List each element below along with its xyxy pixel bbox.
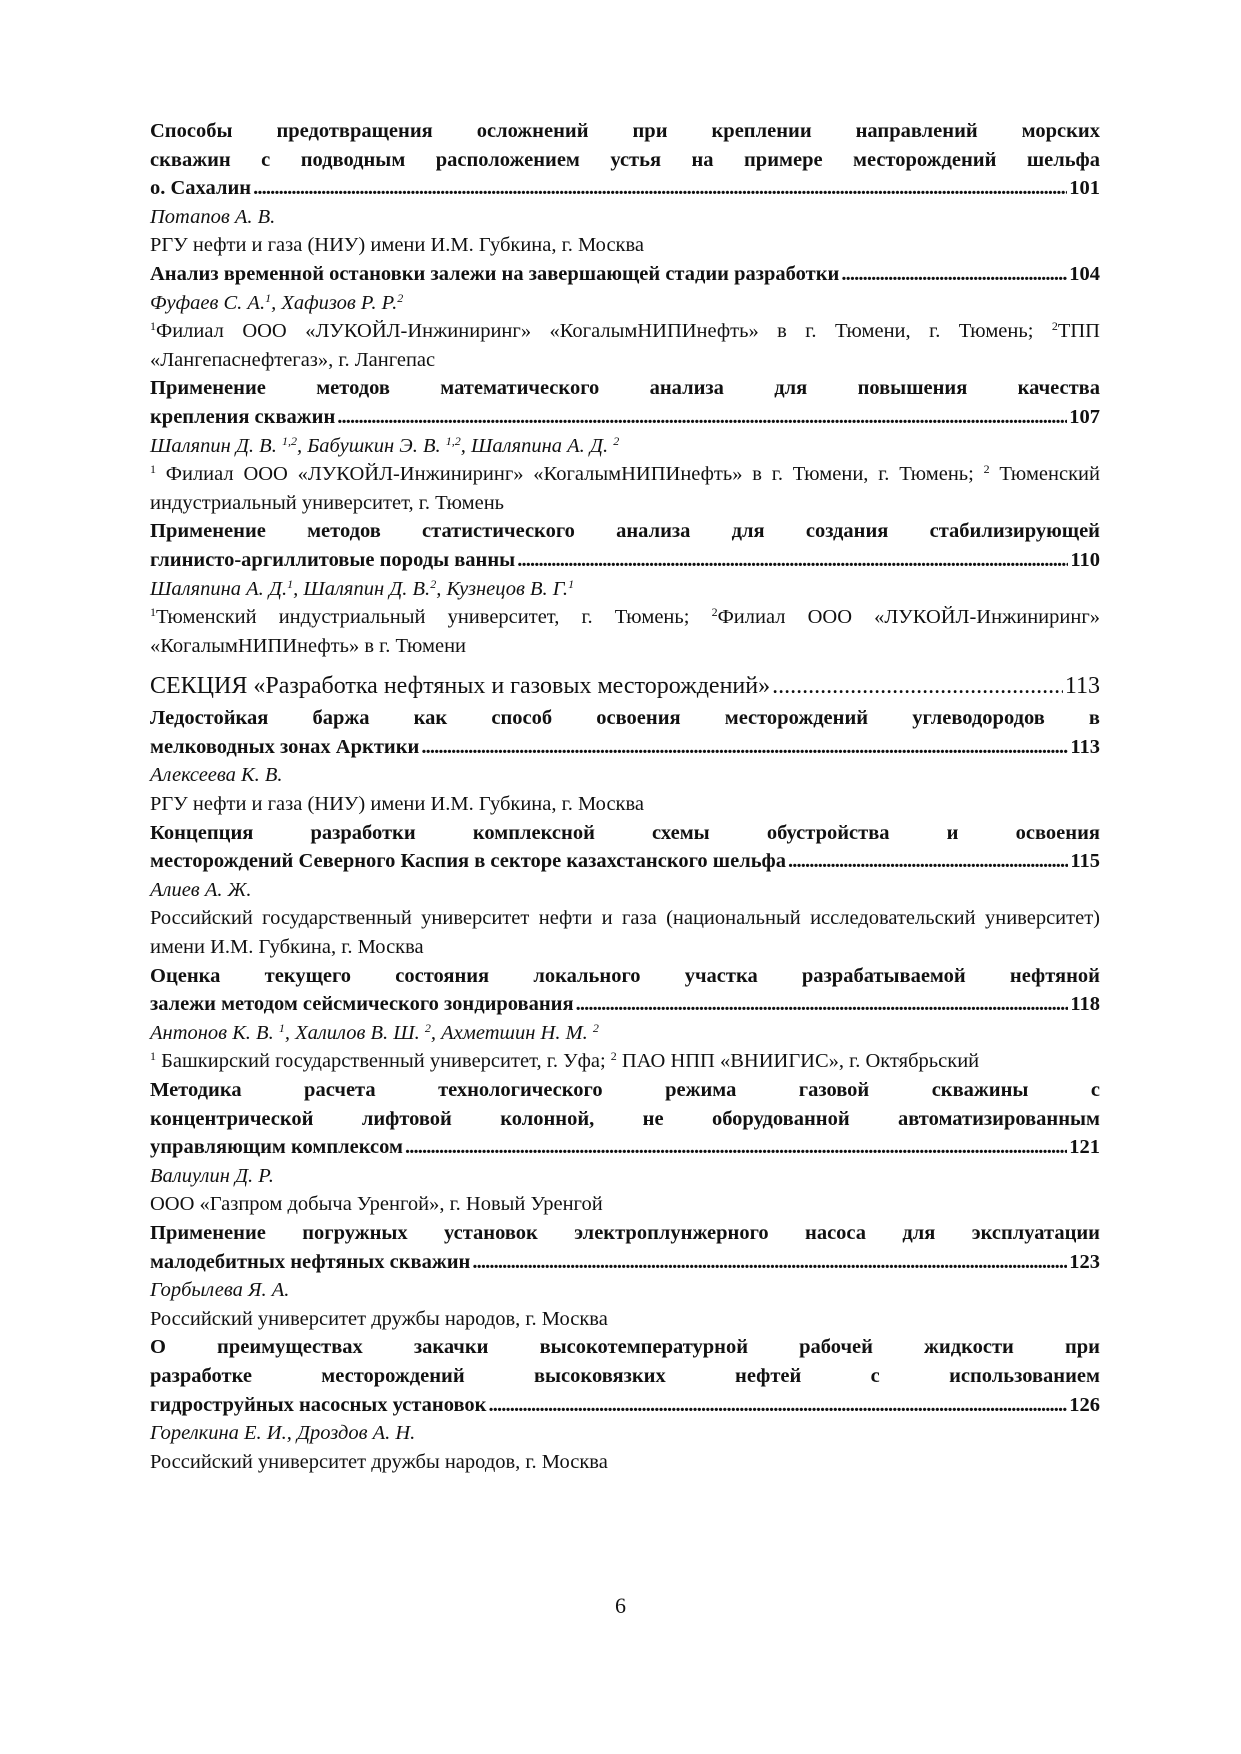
entry-title-last-line [150, 847, 1100, 876]
entry-title-end: месторождений Северного Каспия в секторе казахстанского шельфа [150, 850, 786, 873]
toc-entry[interactable] [150, 819, 1100, 962]
section-page-number: 113 [1064, 673, 1100, 700]
entry-title-end: глинисто-аргиллитовые породы ванны [150, 548, 516, 571]
author-sup: 1 [287, 576, 294, 591]
affil-sup: 1 [150, 319, 156, 334]
entry-affiliation: Российский университет дружбы народов, г. Москва [150, 1307, 608, 1330]
entry-affiliation: РГУ нефти и газа (НИУ) имени И.М. Губкина, г. Москва [150, 234, 645, 257]
affil-sup: 2 [1051, 319, 1058, 334]
entry-authors [150, 432, 1100, 461]
entry-title-line: О преимуществах закачки высокотемпературной рабочей жидкости при [150, 1336, 1100, 1359]
dot-leader [472, 1248, 1067, 1277]
author-text: , Ахметшин Н. М. [430, 1021, 593, 1044]
entry-authors [150, 575, 1100, 604]
entry-title-line: Методика расчета технологического режима газовой скважины с [150, 1079, 1100, 1101]
affil-sup: 1 [150, 605, 156, 620]
affil-text: ПАО НПП «ВНИИГИС», г. Октябрьский [616, 1050, 980, 1073]
entry-affiliation: РГУ нефти и газа (НИУ) имени И.М. Губкина, г. Москва [150, 793, 645, 816]
author-sup: 1 [568, 576, 575, 591]
entry-title-line: Применение методов статистического анализа для создания стабилизирующей [150, 520, 1100, 543]
entry-title-last-line [150, 403, 1100, 432]
entry-affiliation: Российский университет дружбы народов, г. Москва [150, 1450, 608, 1473]
entry-page-number: 123 [1069, 1250, 1100, 1273]
author-text: Шаляпина А. Д. [150, 577, 288, 600]
dot-leader [253, 174, 1067, 203]
entry-title-last-line [150, 546, 1100, 575]
affil-text: Тюменский индустриальный университет, г. Тюмень; [156, 606, 712, 629]
author-text: , Шаляпина А. Д. [460, 434, 614, 457]
entry-title-line: Ледостойкая баржа как способ освоения месторождений углеводородов в [150, 707, 1100, 730]
entry-title-end: мелководных зонах Арктики [150, 735, 420, 758]
affil-sup: 2 [610, 1049, 617, 1064]
dot-leader [772, 668, 1063, 704]
affil-text: ТПП «Лангепаснефтегаз», г. Лангепас [150, 320, 1100, 371]
author-sup: 1 [278, 1020, 285, 1035]
entry-authors: Алиев А. Ж. [150, 878, 252, 901]
entry-title-end: крепления скважин [150, 405, 336, 428]
entry-title-line: Концепция разработки комплексной схемы обустройства и освоения [150, 821, 1100, 844]
toc-entry[interactable] [150, 517, 1100, 660]
affil-sup: 1 [150, 1049, 156, 1064]
entry-title-last-line [150, 733, 1100, 762]
entry-affiliation [150, 317, 1100, 374]
entry-title-last-line [150, 990, 1100, 1019]
author-sup: 2 [430, 576, 437, 591]
entry-title-line: Применение погружных установок электроплунжерного насоса для эксплуатации [150, 1221, 1100, 1244]
entry-title-last-line [150, 1248, 1100, 1277]
entry-page-number: 107 [1069, 405, 1100, 428]
entry-authors: Горелкина Е. И., Дроздов А. Н. [150, 1422, 416, 1445]
affil-text: Филиал ООО «ЛУКОЙЛ-Инжиниринг» «КогалымНИПИнефть» в г. Тюмени, г. Тюмень; [156, 463, 984, 486]
toc-entry[interactable] [150, 374, 1100, 517]
entry-title-line: Способы предотвращения осложнений при креплении направлений морских [150, 120, 1100, 142]
author-sup: 1 [265, 290, 272, 305]
dot-leader [337, 403, 1067, 432]
entry-affiliation [150, 603, 1100, 660]
entry-title-last-line [150, 260, 1100, 289]
dot-leader [421, 733, 1068, 762]
section-title: СЕКЦИЯ «Разработка нефтяных и газовых месторождений» [150, 673, 771, 700]
entry-page-number: 101 [1069, 177, 1100, 200]
table-of-contents [150, 117, 1100, 1476]
dot-leader [788, 847, 1068, 876]
dot-leader [405, 1133, 1067, 1162]
entry-authors: Потапов А. В. [150, 205, 276, 228]
entry-title-end: Анализ временной остановки залежи на завершающей стадии разработки [150, 262, 840, 285]
entry-title-end: управляющим комплексом [150, 1136, 403, 1159]
entry-title-line: Применение методов математического анализа для повышения качества [150, 377, 1100, 400]
entry-authors: Алексеева К. В. [150, 764, 283, 787]
entry-title-line: разработке месторождений высоковязких нефтей с использованием [150, 1364, 1100, 1387]
entry-affiliation: Российский государственный университет нефти и газа (национальный исследовательский университет) имени И.М. Губкина, г. Москва [150, 907, 1100, 959]
affil-sup: 2 [711, 605, 718, 620]
entry-page-number: 113 [1070, 735, 1100, 758]
affil-text: Тюменский индустриальный университет, г. Тюмень [150, 463, 1100, 514]
page-number: 6 [615, 1593, 626, 1618]
toc-entry[interactable] [150, 117, 1100, 260]
affil-text: Филиал ООО «ЛУКОЙЛ-Инжиниринг» «КогалымНИПИнефть» в г. Тюмени [150, 606, 1100, 657]
entry-page-number: 126 [1069, 1393, 1100, 1416]
author-text: , Шаляпин Д. В. [293, 577, 431, 600]
entry-title-line: концентрической лифтовой колонной, не оборудованной автоматизированным [150, 1107, 1100, 1130]
author-sup: 1,2 [445, 433, 461, 448]
author-text: , Хафизов Р. Р. [271, 291, 398, 314]
entry-title-end: залежи методом сейсмического зондирования [150, 993, 574, 1016]
author-sup: 2 [592, 1020, 599, 1035]
entry-title-last-line [150, 174, 1100, 203]
entry-affiliation: ООО «Газпром добыча Уренгой», г. Новый Уренгой [150, 1193, 603, 1216]
entry-page-number: 118 [1070, 993, 1100, 1016]
entry-title-end: о. Сахалин [150, 177, 252, 200]
author-text: , Бабушкин Э. В. [296, 434, 446, 457]
author-sup: 1,2 [281, 433, 297, 448]
toc-entry[interactable] [150, 704, 1100, 818]
entry-page-number: 115 [1070, 850, 1100, 873]
entry-affiliation [150, 1047, 1100, 1076]
affil-text: Башкирский государственный университет, г. Уфа; [156, 1050, 611, 1073]
toc-entry[interactable] [150, 962, 1100, 1076]
dot-leader [517, 546, 1068, 575]
entry-title-line: Оценка текущего состояния локального участка разрабатываемой нефтяной [150, 964, 1100, 987]
entry-authors: Валиулин Д. Р. [150, 1164, 274, 1187]
entry-authors: Горбылева Я. А. [150, 1279, 290, 1302]
toc-entry[interactable] [150, 1076, 1100, 1219]
entry-page-number: 104 [1069, 262, 1100, 285]
author-text: Антонов К. В. [150, 1021, 279, 1044]
affil-sup: 1 [150, 462, 156, 477]
toc-entry[interactable] [150, 260, 1100, 374]
affil-sup: 2 [983, 462, 990, 477]
toc-entry[interactable] [150, 1333, 1100, 1476]
entry-title-last-line [150, 1391, 1100, 1420]
entry-title-end: гидроструйных насосных установок [150, 1393, 487, 1416]
dot-leader [488, 1391, 1067, 1420]
author-sup: 2 [397, 290, 404, 305]
entry-authors [150, 289, 1100, 318]
entry-title-line: скважин с подводным расположением устья на примере месторождений шельфа [150, 148, 1100, 171]
author-text: , Кузнецов В. Г. [436, 577, 569, 600]
affil-text: Филиал ООО «ЛУКОЙЛ-Инжиниринг» «КогалымНИПИнефть» в г. Тюмени, г. Тюмень; [156, 320, 1052, 343]
section-heading[interactable] [150, 668, 1100, 704]
entry-title-last-line [150, 1133, 1100, 1162]
entry-page-number: 110 [1070, 548, 1100, 571]
toc-entry[interactable] [150, 1219, 1100, 1333]
author-text: , Халилов В. Ш. [284, 1021, 425, 1044]
entry-affiliation [150, 460, 1100, 517]
author-text: Шаляпин Д. В. [150, 434, 282, 457]
entry-title-end: малодебитных нефтяных скважин [150, 1250, 471, 1273]
dot-leader [841, 260, 1067, 289]
dot-leader [576, 990, 1069, 1019]
entry-page-number: 121 [1069, 1136, 1100, 1159]
entry-authors [150, 1019, 1100, 1048]
author-text: Фуфаев С. А. [150, 291, 266, 314]
author-sup: 2 [613, 433, 620, 448]
author-sup: 2 [424, 1020, 431, 1035]
